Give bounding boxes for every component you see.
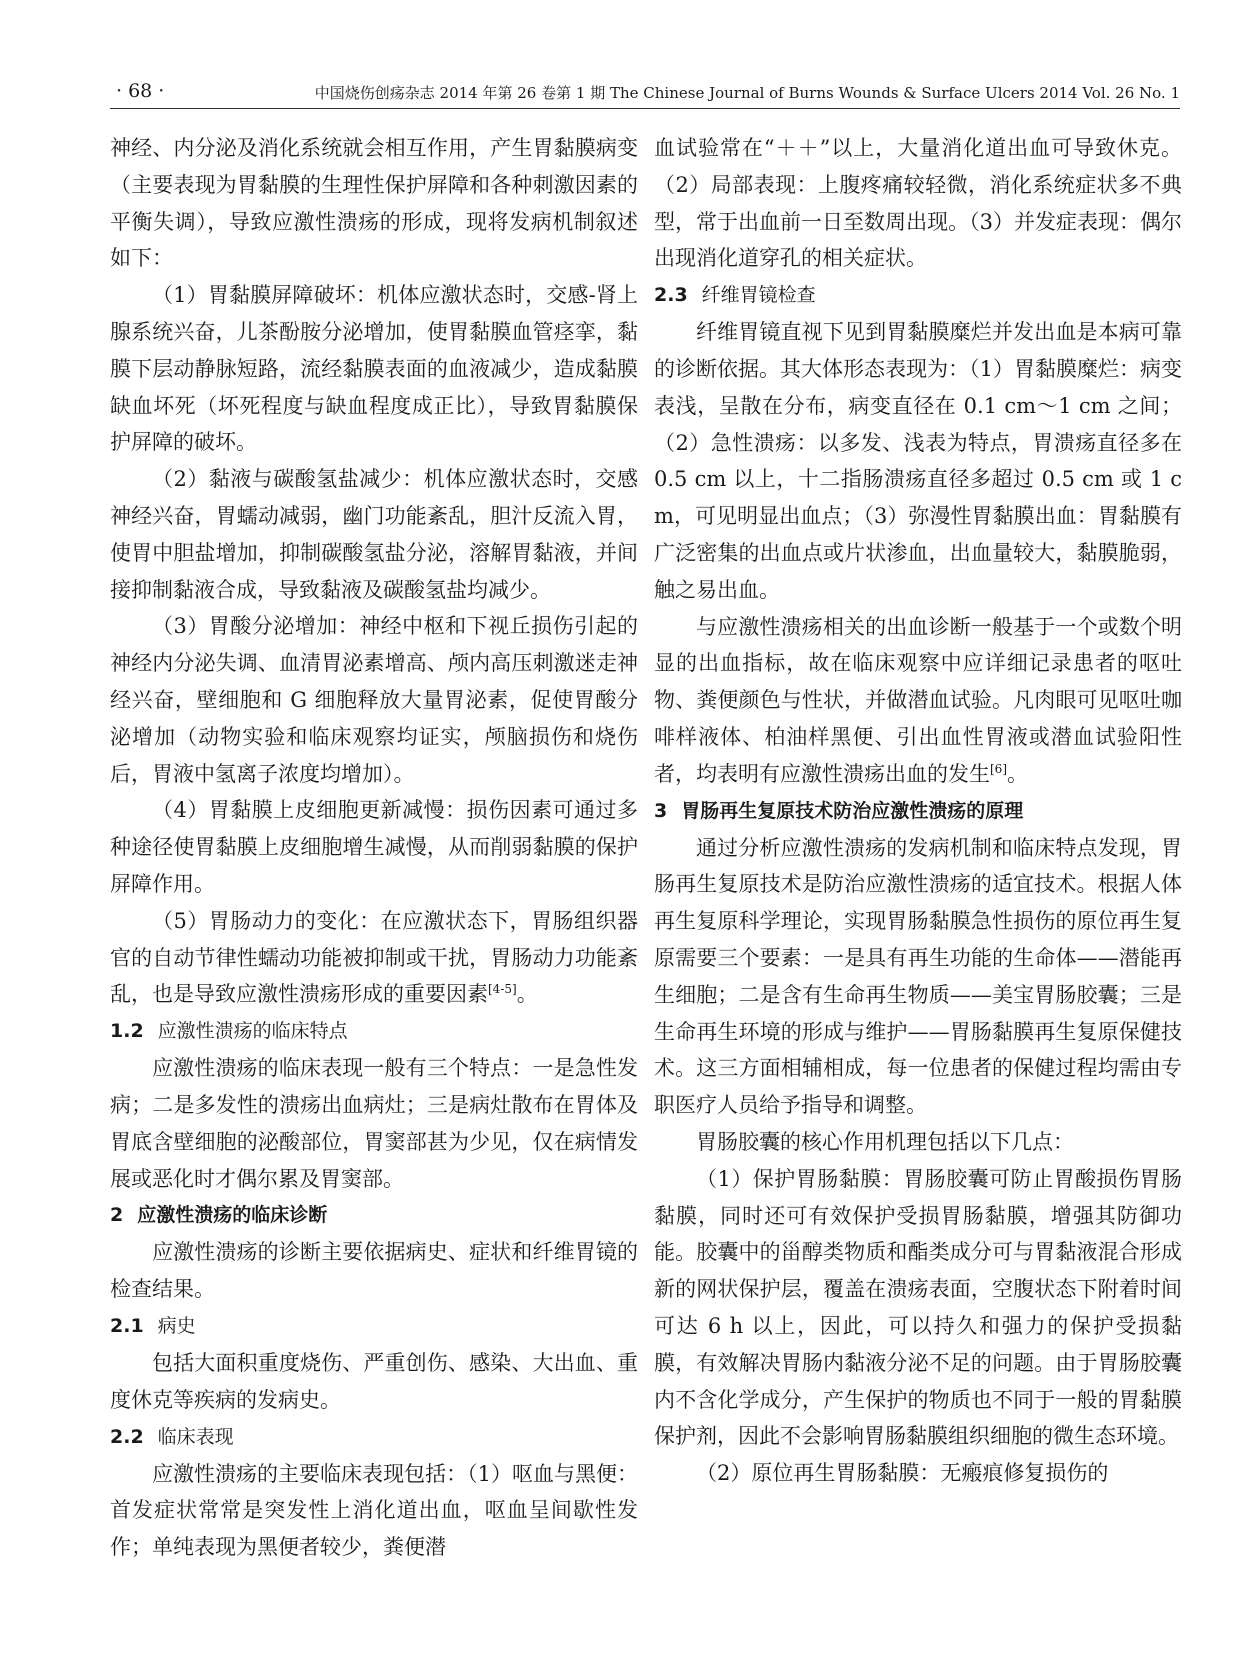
section-heading bbox=[110, 1308, 638, 1345]
citation-ref: [4-5] bbox=[488, 982, 517, 997]
paragraph-end: 。 bbox=[1007, 761, 1028, 786]
paragraph: （1）保护胃肠黏膜：胃肠胶囊可防止胃酸损伤胃肠黏膜，同时还可有效保护受损胃肠黏膜，增强其防御功能。胶囊中的甾醇类物质和酯类成分可与胃黏液混合形成新的网状保护层，覆盖在溃疡表面，空腹状态下附着时间可达 6 h 以上，因此，可以持久和强力的保护受损黏膜，有效解决胃肠内黏液分泌不足的问题。由于胃肠胶囊内不含化学成分，产生保护的物质也不同于一般的胃黏膜保护剂，因此不会影响胃肠黏膜组织细胞的微生态环境。 bbox=[654, 1166, 1182, 1449]
section-title: 应激性溃疡的临床特点 bbox=[157, 1020, 348, 1043]
paragraph-end: 。 bbox=[516, 982, 538, 1007]
journal-citation: 中国烧伤创疡杂志 2014 年第 26 卷第 1 期 The Chinese Journal of Burns Wounds & Surface Ulcers 2014 Vol. 26 No. 1 bbox=[314, 84, 1180, 102]
section-number: 1.2 bbox=[110, 1020, 144, 1043]
section-title: 纤维胃镜检查 bbox=[701, 284, 816, 307]
paragraph: 应激性溃疡的诊断主要依据病史、症状和纤维胃镜的检查结果。 bbox=[110, 1240, 638, 1302]
section-title: 应激性溃疡的临床诊断 bbox=[137, 1204, 328, 1227]
paragraph: 通过分析应激性溃疡的发病机制和临床特点发现，胃肠再生复原技术是防治应激性溃疡的适宜技术。根据人体再生复原科学理论，实现胃肠黏膜急性损伤的原位再生复原需要三个要素：一是具有再生功能的生命体——潜能再生细胞；二是含有生命再生物质——美宝胃肠胶囊；三是生命再生环境的形成与维护——胃肠黏膜再生复原保健技术。这三方面相辅相成，每一位患者的保健过程均需由专职医疗人员给予指导和调整。 bbox=[654, 835, 1182, 1118]
paragraph: 应激性溃疡的临床表现一般有三个特点：一是急性发病；二是多发性的溃疡出血病灶；三是病灶散布在胃体及胃底含壁细胞的泌酸部位，胃窦部甚为少见，仅在病情发展或恶化时才偶尔累及胃窦部。 bbox=[110, 1056, 638, 1191]
section-number: 2.1 bbox=[110, 1314, 144, 1337]
section-title: 胃肠再生复原技术防治应激性溃疡的原理 bbox=[681, 799, 1024, 822]
section-heading bbox=[110, 1197, 638, 1234]
paragraph bbox=[110, 903, 638, 1013]
citation-ref: [6] bbox=[990, 761, 1007, 776]
paragraph: （4）胃黏膜上皮细胞更新减慢：损伤因素可通过多种途径使胃黏膜上皮细胞增生减慢，从而削弱黏膜的保护屏障作用。 bbox=[110, 798, 638, 896]
paragraph: 纤维胃镜直视下见到胃黏膜糜烂并发出血是本病可靠的诊断依据。其大体形态表现为：（1）胃黏膜糜烂：病变表浅，呈散在分布，病变直径在 0.1 cm～1 cm 之间；（2）急性溃疡：以多发、浅表为特点，胃溃疡直径多在 0.5 cm 以上，十二指肠溃疡直径多超过 0.5 cm 或 1 cm，可见明显出血点；（3）弥漫性胃黏膜出血：胃黏膜有广泛密集的出血点或片状渗血，出血量较大，黏膜脆弱，触之易出血。 bbox=[654, 320, 1182, 602]
left-column bbox=[110, 130, 638, 1566]
section-number: 2.3 bbox=[654, 284, 688, 307]
right-column bbox=[654, 130, 1182, 1492]
section-title: 临床表现 bbox=[157, 1425, 234, 1448]
section-heading bbox=[110, 1013, 638, 1050]
paragraph-text: （5）胃肠动力的变化：在应激状态下，胃肠组织器官的自动节律性蠕动功能被抑制或干扰，胃肠动力功能紊乱，也是导致应激性溃疡形成的重要因素 bbox=[110, 908, 638, 1007]
running-header bbox=[110, 78, 1180, 109]
paragraph: 血试验常在“＋＋”以上，大量消化道出血可导致休克。（2）局部表现：上腹疼痛较轻微，消化系统症状多不典型，常于出血前一日至数周出现。（3）并发症表现：偶尔出现消化道穿孔的相关症状。 bbox=[654, 136, 1182, 271]
page-number: · 68 · bbox=[116, 80, 165, 102]
section-heading bbox=[654, 277, 1182, 314]
paragraph: （3）胃酸分泌增加：神经中枢和下视丘损伤引起的神经内分泌失调、血清胃泌素增高、颅内高压刺激迷走神经兴奋，壁细胞和 G 细胞释放大量胃泌素，促使胃酸分泌增加（动物实验和临床观察均证实，颅脑损伤和烧伤后，胃液中氢离子浓度均增加）。 bbox=[110, 614, 638, 786]
paragraph: 包括大面积重度烧伤、严重创伤、感染、大出血、重度休克等疾病的发病史。 bbox=[110, 1350, 638, 1412]
paragraph-text: 与应激性溃疡相关的出血诊断一般基于一个或数个明显的出血指标，故在临床观察中应详细记录患者的呕吐物、粪便颜色与性状，并做潜血试验。凡肉眼可见呕吐咖啡样液体、柏油样黑便、引出血性胃液或潜血试验阳性者，均表明有应激性溃疡出血的发生 bbox=[654, 614, 1182, 786]
paragraph: 应激性溃疡的主要临床表现包括：（1）呕血与黑便：首发症状常常是突发性上消化道出血，呕血呈间歇性发作；单纯表现为黑便者较少，粪便潜 bbox=[110, 1461, 638, 1560]
section-heading bbox=[654, 793, 1182, 830]
paragraph: 胃肠胶囊的核心作用机理包括以下几点： bbox=[696, 1129, 1074, 1154]
section-title: 病史 bbox=[157, 1314, 196, 1337]
section-number: 2.2 bbox=[110, 1425, 144, 1448]
paragraph: （2）原位再生胃肠黏膜：无瘢痕修复损伤的 bbox=[696, 1461, 1109, 1486]
paragraph: （1）胃黏膜屏障破坏：机体应激状态时，交感-肾上腺系统兴奋，儿茶酚胺分泌增加，使胃黏膜血管痉挛，黏膜下层动静脉短路，流经黏膜表面的血液减少，造成黏膜缺血坏死（坏死程度与缺血程度成正比），导致胃黏膜保护屏障的破坏。 bbox=[110, 283, 638, 455]
section-number: 3 bbox=[654, 799, 668, 822]
paragraph bbox=[654, 609, 1182, 793]
paragraph: 神经、内分泌及消化系统就会相互作用，产生胃黏膜病变（主要表现为胃黏膜的生理性保护屏障和各种刺激因素的平衡失调），导致应激性溃疡的形成，现将发病机制叙述如下： bbox=[110, 136, 638, 271]
section-heading bbox=[110, 1419, 638, 1456]
section-number: 2 bbox=[110, 1204, 124, 1227]
paragraph: （2）黏液与碳酸氢盐减少：机体应激状态时，交感神经兴奋，胃蠕动减弱，幽门功能紊乱，胆汁反流入胃，使胃中胆盐增加，抑制碳酸氢盐分泌，溶解胃黏液，并间接抑制黏液合成，导致黏液及碳酸氢盐均减少。 bbox=[110, 467, 638, 602]
